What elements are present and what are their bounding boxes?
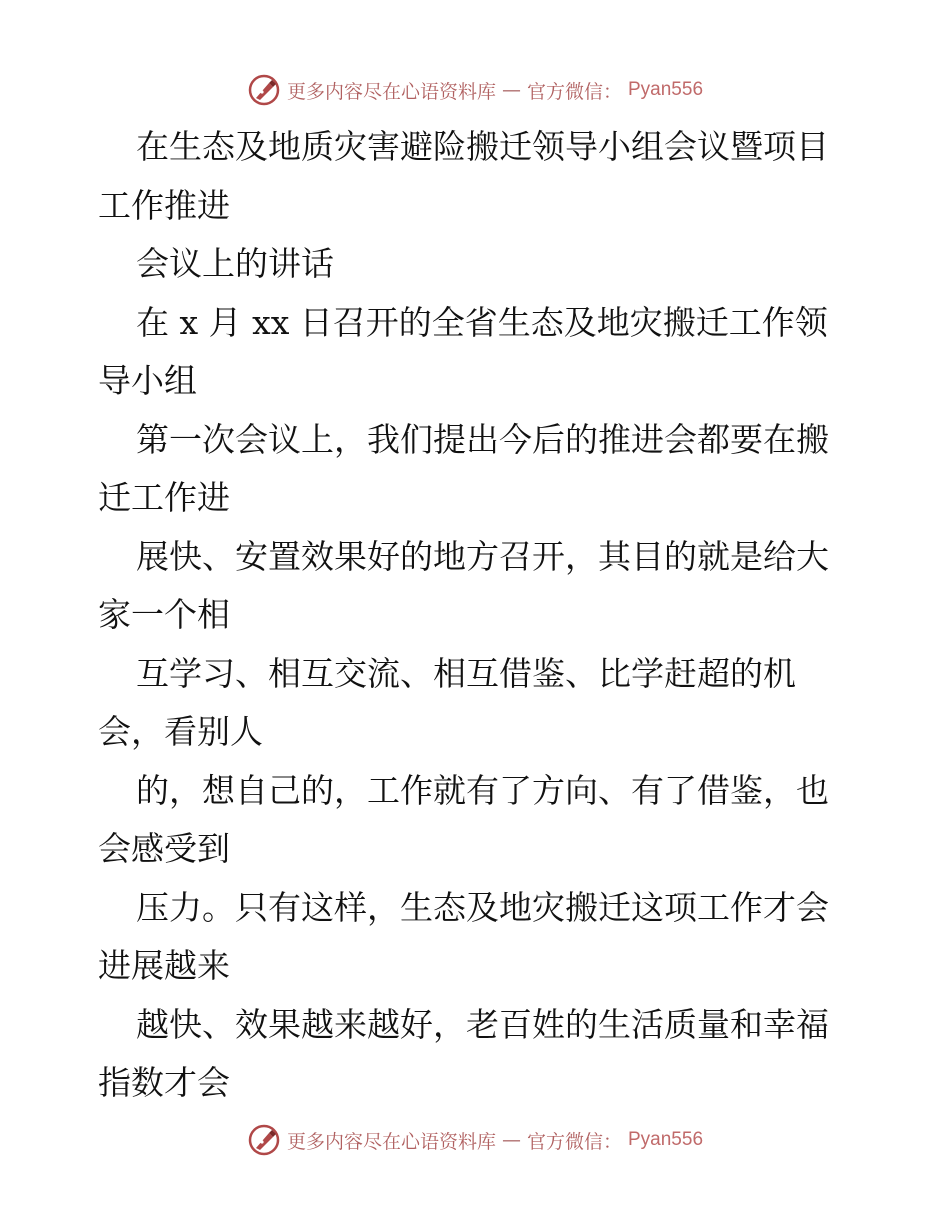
paragraph: 在 x 月 xx 日召开的全省生态及地灾搬迁工作领导小组 bbox=[98, 302, 828, 400]
paragraph: 在生态及地质灾害避险搬迁领导小组会议暨项目工作推进 bbox=[98, 127, 829, 225]
paragraph: 越快、效果越来越好，老百姓的生活质量和幸福指数才会 bbox=[98, 1004, 829, 1102]
watermark-wechat-label: 官方微信： bbox=[526, 1130, 622, 1153]
document-body bbox=[98, 118, 858, 1113]
header-watermark bbox=[0, 70, 950, 110]
pen-logo-icon bbox=[247, 1123, 281, 1157]
paragraph: 压力。只有这样，生态及地灾搬迁这项工作才会进展越来 bbox=[98, 887, 829, 985]
watermark-text: 更多内容尽在心语资料库 bbox=[286, 1130, 496, 1153]
watermark-wechat-label: 官方微信： bbox=[526, 80, 622, 103]
paragraph: 展快、安置效果好的地方召开，其目的就是给大家一个相 bbox=[98, 536, 829, 634]
watermark-handle: Pyan556 bbox=[628, 1129, 704, 1150]
paragraph: 互学习、相互交流、相互借鉴、比学赶超的机会，看别人 bbox=[98, 653, 796, 751]
footer-watermark bbox=[0, 1120, 950, 1160]
paragraph: 会议上的讲话 bbox=[136, 244, 334, 283]
pen-logo-icon bbox=[247, 73, 281, 107]
watermark-handle: Pyan556 bbox=[628, 79, 704, 100]
paragraph: 的，想自己的，工作就有了方向、有了借鉴，也会感受到 bbox=[98, 770, 829, 868]
paragraph: 第一次会议上，我们提出今后的推进会都要在搬迁工作进 bbox=[98, 419, 829, 517]
watermark-separator: — bbox=[501, 1129, 521, 1151]
watermark-text: 更多内容尽在心语资料库 bbox=[286, 80, 496, 103]
watermark-separator: — bbox=[501, 79, 521, 101]
